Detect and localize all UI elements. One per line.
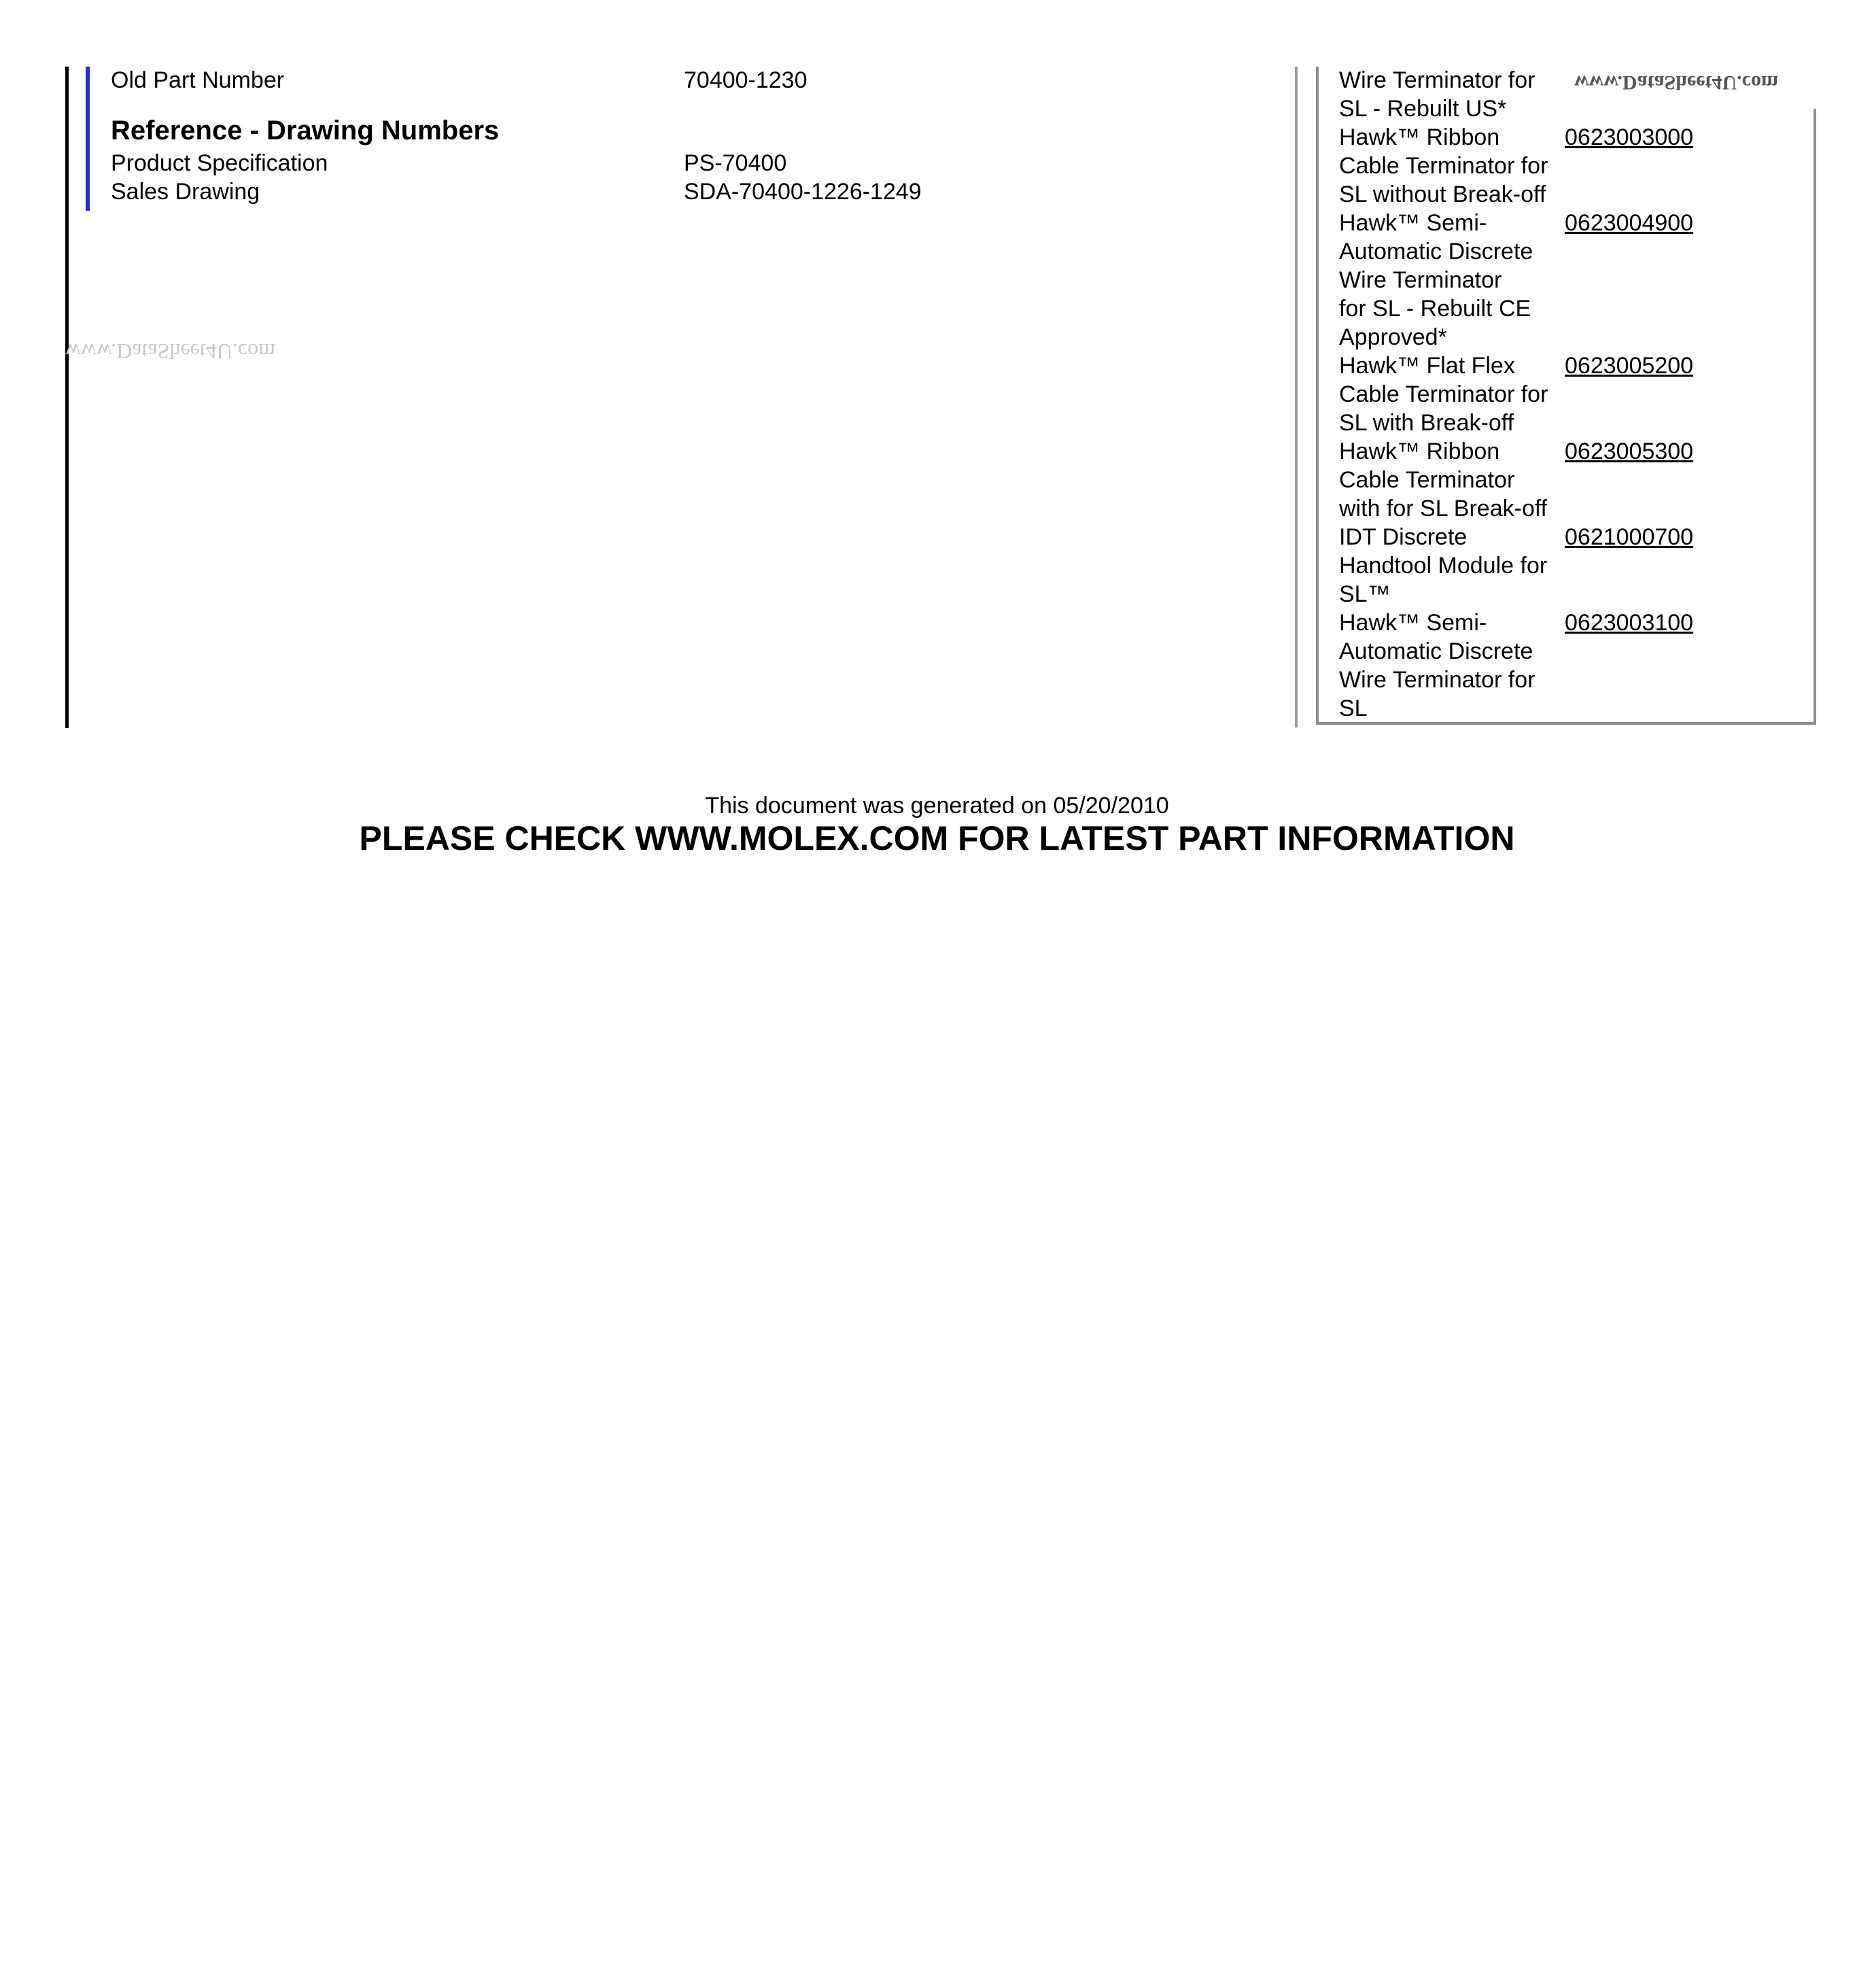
tool-description-line: Automatic Discrete [1339, 239, 1533, 264]
right-panel-box-gap [1811, 67, 1816, 109]
tool-part-number-link[interactable]: 0623004900 [1565, 210, 1694, 236]
tool-description [1339, 609, 1563, 723]
tool-description-line: Cable Terminator for [1339, 381, 1548, 407]
tool-description [1339, 437, 1563, 523]
tool-part-number-link[interactable]: 0623003000 [1565, 124, 1694, 150]
sales-drawing-label: Sales Drawing [111, 179, 260, 205]
tool-description-line: IDT Discrete [1339, 524, 1468, 550]
product-specification-value: PS-70400 [684, 150, 787, 176]
reference-drawing-numbers-heading: Reference - Drawing Numbers [111, 116, 500, 145]
left-panel-rule [65, 67, 69, 728]
right-panel-outer-rule [1295, 67, 1298, 727]
tool-description-line: Approved* [1339, 324, 1447, 350]
tool-part-number-link[interactable]: 0623005200 [1565, 353, 1694, 379]
tool-description [1339, 66, 1563, 123]
watermark-left: www.DataSheet4U.com [65, 339, 275, 364]
left-panel-accent-rule [86, 67, 90, 211]
tool-description-line: Handtool Module for [1339, 553, 1548, 579]
tool-description-line: Wire Terminator for [1339, 667, 1535, 693]
tool-description-line: with for SL Break-off [1339, 496, 1548, 521]
watermark-right: www.DataSheet4U.com [1574, 71, 1778, 94]
tool-description-line: Wire Terminator for [1339, 67, 1535, 93]
old-part-number-label: Old Part Number [111, 67, 285, 93]
tool-description-line: Automatic Discrete [1339, 638, 1533, 664]
tool-description-line: for SL - Rebuilt CE [1339, 296, 1531, 322]
tool-description-line: SL with Break-off [1339, 410, 1514, 436]
tool-description-line: Hawk™ Semi- [1339, 210, 1487, 236]
product-specification-label: Product Specification [111, 150, 328, 176]
tool-description-line: Hawk™ Flat Flex [1339, 353, 1515, 379]
tool-description-line: Wire Terminator [1339, 267, 1502, 293]
tool-description-line: SL without Break-off [1339, 182, 1546, 207]
tool-part-number-link[interactable]: 0623003100 [1565, 610, 1694, 636]
tool-description [1339, 523, 1563, 609]
tool-description-line: Hawk™ Semi- [1339, 610, 1487, 636]
tool-description-line: Cable Terminator for [1339, 153, 1548, 179]
sales-drawing-value: SDA-70400-1226-1249 [684, 179, 922, 205]
tool-description [1339, 123, 1563, 209]
tool-description-line: SL [1339, 696, 1368, 721]
tool-description-line: Cable Terminator [1339, 467, 1515, 493]
generated-date-text: This document was generated on 05/20/2010 [705, 793, 1169, 819]
old-part-number-value: 70400-1230 [684, 67, 808, 93]
tool-description [1339, 352, 1563, 437]
tool-description-line: Hawk™ Ribbon [1339, 439, 1500, 464]
tool-description-line: SL™ [1339, 581, 1391, 607]
tool-description [1339, 209, 1563, 352]
tool-description-line: SL - Rebuilt US* [1339, 96, 1507, 122]
tool-description-line: Hawk™ Ribbon [1339, 124, 1500, 150]
tool-part-number-link[interactable]: 0621000700 [1565, 524, 1694, 550]
check-molex-notice: PLEASE CHECK WWW.MOLEX.COM FOR LATEST PART INFORMATION [359, 819, 1515, 857]
tool-part-number-link[interactable]: 0623005300 [1565, 439, 1694, 464]
